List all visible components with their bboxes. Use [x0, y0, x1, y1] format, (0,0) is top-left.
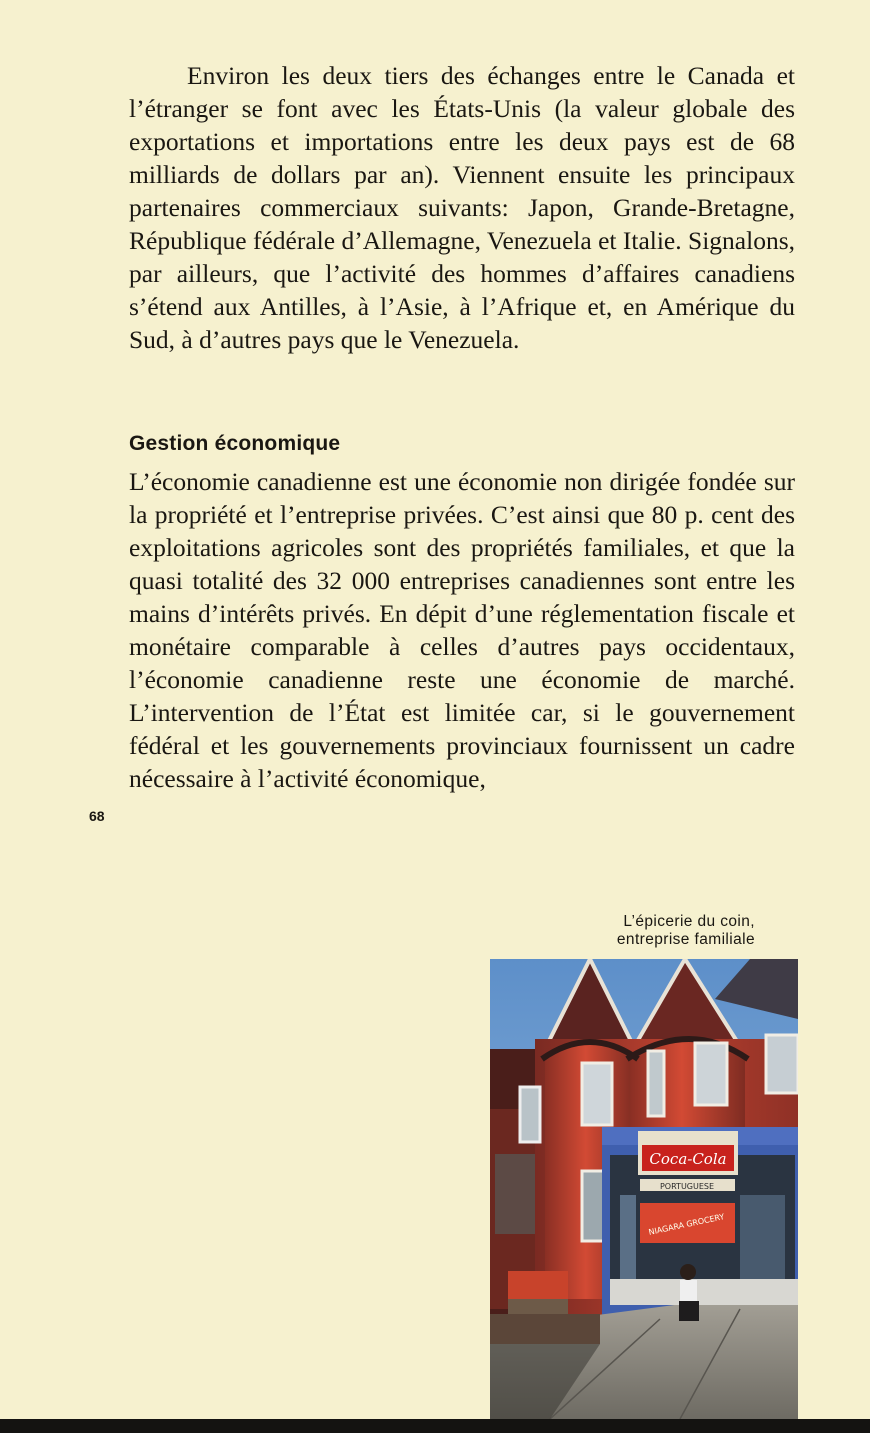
- photo-caption: [520, 913, 755, 949]
- section-heading: Gestion économique: [129, 432, 341, 455]
- store-name-sign-text: NIAGARA GROCERY: [647, 1212, 726, 1237]
- paragraph-economic-management: L’économie canadienne est une économie non dirigée fondée sur la propriété et l’entreprise privées. C’est ainsi que 80 p. cent des exploitations agricoles sont des propriétés familiales, et que la quasi totalité des 32 000 entreprises canadiennes sont entre les mains d’intérêts privés. En dépit d’une réglementation fiscale et monétaire comparable à celles d’autres pays occidentaux, l’économie canadienne reste une économie de marché. L’intervention de l’État est limitée car, si le gouvernement fédéral et les gouvernements provinciaux fournissent un cadre nécessaire à l’activité économique,: [129, 467, 795, 793]
- page-number: 68: [89, 808, 105, 824]
- caption-line-2: entreprise familiale: [616, 931, 755, 948]
- coca-cola-sign-text: Coca-Cola: [649, 1150, 727, 1168]
- caption-line-1: L’épicerie du coin,: [623, 913, 755, 930]
- corner-grocery-photo: [490, 959, 798, 1419]
- paragraph-trade-partners: Environ les deux tiers des échanges entre le Canada et l’étranger se font avec les États-Unis (la valeur globale des exportations et importations entre les deux pays est de 68 milliards de dollars par an). Viennent ensuite les principaux partenaires commerciaux suivants: Japon, Grande-Bretagne, République fédérale d’Allemagne, Venezuela et Italie. Signalons, par ailleurs, que l’activité des hommes d’affaires canadiens s’étend aux Antilles, à l’Asie, à l’Afrique et, en Amérique du Sud, à d’autres pays que le Venezuela.: [129, 61, 795, 354]
- page-bottom-edge: [0, 1419, 870, 1433]
- portuguese-sign-text: PORTUGUESE: [659, 1182, 715, 1191]
